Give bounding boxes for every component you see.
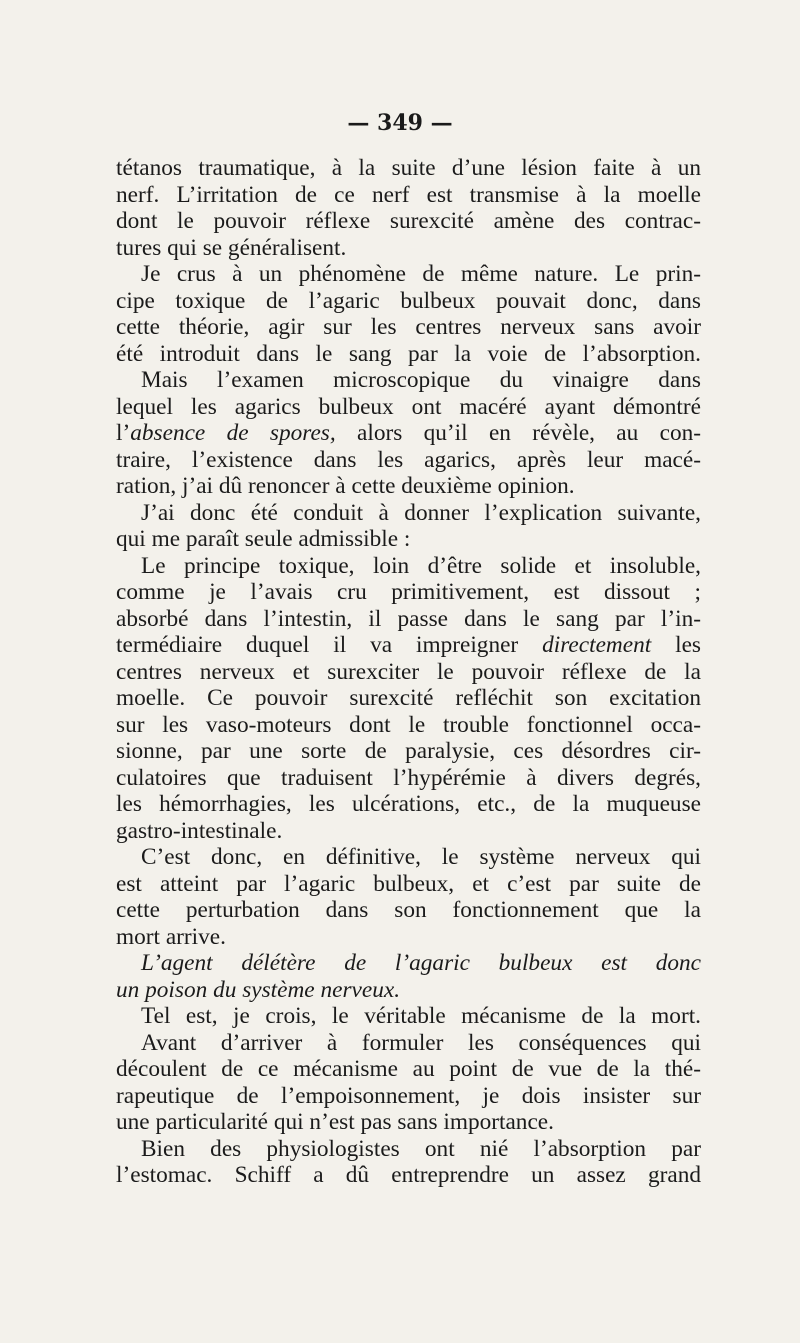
text-line bbox=[116, 791, 701, 818]
text-line bbox=[116, 1162, 701, 1189]
text-segment: rapeutique de l’empoisonnement, je dois insister sur bbox=[116, 1082, 701, 1109]
text-segment: Bien des physiologistes ont nié l’absorption par bbox=[141, 1135, 701, 1162]
text-line bbox=[116, 208, 701, 235]
text-line bbox=[116, 420, 701, 447]
text-line bbox=[116, 1136, 701, 1163]
text-segment: l’ bbox=[116, 420, 131, 446]
text-line bbox=[116, 712, 701, 739]
text-line bbox=[116, 632, 701, 659]
text-line bbox=[116, 261, 701, 288]
text-line bbox=[116, 1030, 701, 1057]
italic-text: absence de spores, bbox=[130, 420, 336, 446]
text-line bbox=[116, 844, 701, 871]
text-line bbox=[116, 553, 701, 580]
text-line bbox=[116, 473, 701, 500]
text-segment: Le principe toxique, loin d’être solide et insoluble, bbox=[141, 552, 701, 579]
text-segment: cette perturbation dans son fonctionnement que la bbox=[116, 897, 701, 923]
text-segment: gastro-intestinale. bbox=[116, 817, 283, 844]
text-line bbox=[116, 155, 701, 182]
text-segment: cette théorie, agir sur les centres nerveux sans avoir bbox=[116, 314, 701, 340]
text-segment: alors qu’il en révèle, au con- bbox=[335, 420, 702, 446]
text-line bbox=[116, 1056, 701, 1083]
text-line bbox=[116, 738, 701, 765]
text-line bbox=[116, 950, 701, 977]
text-line bbox=[116, 685, 701, 712]
text-segment: cipe toxique de l’agaric bulbeux pouvait donc, dans bbox=[116, 287, 701, 314]
text-line bbox=[116, 526, 701, 553]
text-segment: comme je l’avais cru primitivement, est dissout ; bbox=[116, 579, 701, 605]
text-line bbox=[116, 897, 701, 924]
text-segment: Tel est, je crois, le véritable mécanisme de la mort. bbox=[141, 1003, 701, 1029]
text-segment: tétanos traumatique, à la suite d’une lésion faite à un bbox=[116, 155, 701, 181]
text-line bbox=[116, 871, 701, 898]
text-segment: une particularité qui n’est pas sans importance. bbox=[116, 1109, 554, 1135]
italic-text: L’agent délétère de l’agaric bulbeux est donc bbox=[141, 950, 701, 976]
text-segment: nerf. L’irritation de ce nerf est transmise à la moelle bbox=[116, 181, 701, 208]
text-segment: tures qui se généralisent. bbox=[116, 234, 347, 261]
text-line bbox=[116, 606, 701, 633]
text-segment: qui me paraît seule admissible : bbox=[116, 526, 411, 552]
text-line bbox=[116, 924, 701, 951]
text-line bbox=[116, 818, 701, 845]
text-line bbox=[116, 977, 701, 1004]
text-segment: mort arrive. bbox=[116, 923, 226, 950]
body-text bbox=[116, 155, 701, 1189]
page-number: — 349 — bbox=[347, 110, 453, 136]
text-segment: découlent de ce mécanisme au point de vue de la thé- bbox=[116, 1056, 701, 1082]
text-segment: Avant d’arriver à formuler les conséquences qui bbox=[141, 1029, 701, 1056]
text-segment: culatoires que traduisent l’hypérémie à divers degrés, bbox=[116, 764, 701, 791]
text-line bbox=[116, 182, 701, 209]
text-line bbox=[116, 288, 701, 315]
italic-text: directement bbox=[542, 632, 652, 658]
text-segment: les hémorrhagies, les ulcérations, etc., de la muqueuse bbox=[116, 791, 701, 817]
text-segment: termédiaire duquel il va impreigner bbox=[116, 632, 543, 658]
text-line bbox=[116, 579, 701, 606]
text-segment: été introduit dans le sang par la voie de l’absorption. bbox=[116, 340, 701, 367]
text-line bbox=[116, 367, 701, 394]
text-segment: lequel les agarics bulbeux ont macéré ayant démontré bbox=[116, 393, 701, 420]
text-segment: traire, l’existence dans les agarics, après leur macé- bbox=[116, 446, 701, 473]
text-line bbox=[116, 1109, 701, 1136]
italic-text: un poison du système nerveux. bbox=[116, 976, 401, 1003]
text-segment: sur les vaso-moteurs dont le trouble fonctionnel occa- bbox=[116, 711, 701, 738]
text-line bbox=[116, 1003, 701, 1030]
text-segment: dont le pouvoir réflexe surexcité amène des contrac- bbox=[116, 208, 701, 234]
text-segment: Je crus à un phénomène de même nature. Le prin- bbox=[141, 261, 701, 287]
text-line bbox=[116, 1083, 701, 1110]
text-segment: Mais l’examen microscopique du vinaigre dans bbox=[141, 367, 701, 393]
text-segment: C’est donc, en définitive, le système nerveux qui bbox=[141, 844, 701, 870]
text-segment: sionne, par une sorte de paralysie, ces désordres cir- bbox=[116, 738, 701, 764]
text-segment: est atteint par l’agaric bulbeux, et c’est par suite de bbox=[116, 870, 701, 897]
text-line bbox=[116, 447, 701, 474]
text-line bbox=[116, 235, 701, 262]
text-line bbox=[116, 394, 701, 421]
text-segment: centres nerveux et surexciter le pouvoir réflexe de la bbox=[116, 658, 701, 685]
text-line bbox=[116, 659, 701, 686]
text-segment: l’estomac. Schiff a dû entreprendre un assez grand bbox=[116, 1162, 701, 1188]
text-line bbox=[116, 765, 701, 792]
text-line bbox=[116, 500, 701, 527]
text-segment: absorbé dans l’intestin, il passe dans le sang par l’in- bbox=[116, 605, 701, 632]
text-line bbox=[116, 314, 701, 341]
text-segment: moelle. Ce pouvoir surexcité refléchit son excitation bbox=[116, 685, 701, 711]
text-segment: J’ai donc été conduit à donner l’explication suivante, bbox=[141, 499, 701, 526]
text-line bbox=[116, 341, 701, 368]
text-segment: les bbox=[651, 632, 701, 658]
text-segment: ration, j’ai dû renoncer à cette deuxième opinion. bbox=[116, 473, 575, 499]
